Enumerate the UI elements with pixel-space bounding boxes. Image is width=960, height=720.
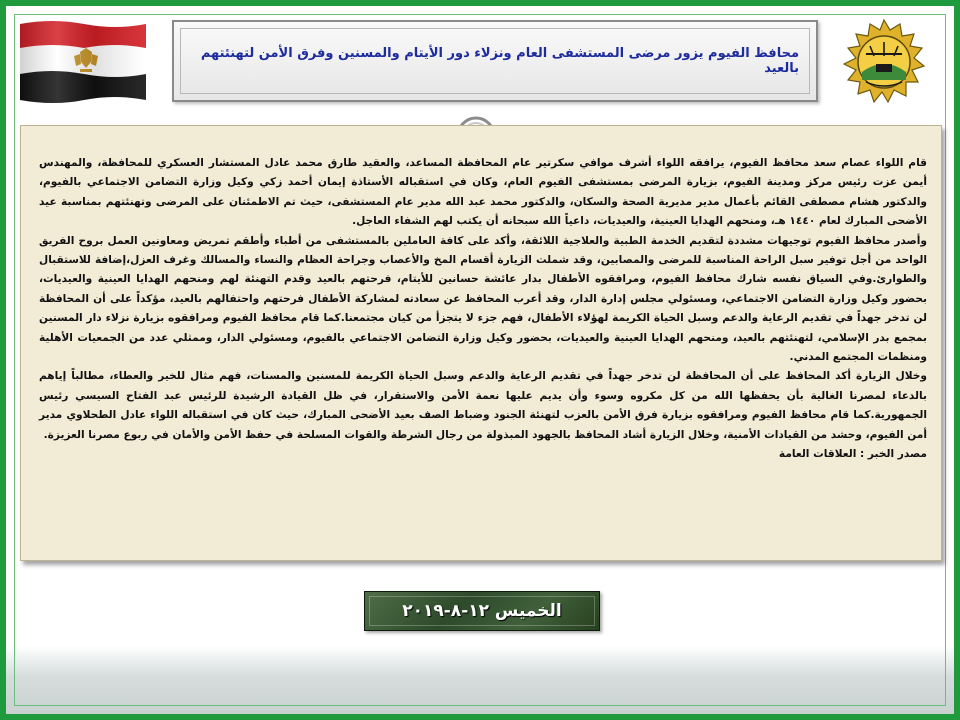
page-title: محافظ الفيوم يزور مرضى المستشفى العام ونزلاء دور الأيتام والمسنين وفرق الأمن لتهنئتهم بالعيد <box>200 46 799 76</box>
fayoum-governorate-logo-icon <box>836 16 932 108</box>
article-body <box>39 154 927 465</box>
article-paragraph: وأصدر محافظ الفيوم توجيهات مشددة لتقديم الخدمة الطبية والعلاجية اللائقة، وأكد على كافة العاملين بالمستشفى من أطباء وأطقم تمريض ومعاونين العمل بروح الفريق الواحد من أجل توفير سبل الراحة المناسبة للمرضى والمصابين، وقد شملت الزيارة أقسام المخ والأعصاب وجراحة العظام والنساء والمسالك وغرف العزل،إضافة للاستقبال والطوارئ.وفي السياق نفسه شارك محافظ الفيوم، ومرافقوه الأطفال بدار عائشة حسانين للأيتام، فرحتهم بالعيد وقدم التهنئة لهم ومنحهم الهدايا العينية والعيديات، بحضور وكيل وزارة التضامن الاجتماعي، ومسئولي مجلس إدارة الدار، وقد أعرب المحافظ عن سعادته لمشاركة الأطفال فرحتهم واحتفالهم بالعيد، مؤكداً على أن المحافظة لن تدخر جهداً في تقديم الرعاية والدعم وسبل الحياة الكريمة لهؤلاء الأطفال، فهم جزء لا يتجزأ من كيان مجتمعنا.كما قام محافظ الفيوم ومرافقوه بزيارة نزلاء دار المسنين بمجمع بدر الإسلامي، لتهنئتهم بالعيد، ومنحهم الهدايا العينية والعيديات، بحضور وكيل وزارة التضامن الاجتماعي بالفيوم، ومسئولي الدار، وممثلي عدد من الجمعيات الأهلية ومنظمات المجتمع المدني. <box>39 234 927 364</box>
publish-date: الخميس ١٢-٨-٢٠١٩ <box>402 601 562 621</box>
article-paragraph: وخلال الزيارة أكد المحافظ على أن المحافظة لن تدخر جهداً في تقديم الرعاية والدعم وسبل الحياة الكريمة للمسنين والمسنات، فهم مثال للخير والعطاء، مطالباً إياهم بالدعاء لمصرنا الغالية بأن يحفظها الله من كل مكروه وسوء وأن يديم عليها نعمة الأمن والاستقرار، في ظل القيادة الرشيدة للرئيس عبد الفتاح السيسي رئيس الجمهورية.كما قام محافظ الفيوم ومرافقوه بزيارة فرق الأمن بالعزب لتهنئة الجنود وضباط الصف بعيد الأضحى المبارك، حيث كان في استقباله اللواء عادل الطحلاوي مدير أمن الفيوم، وحشد من القيادات الأمنية، وخلال الزيارة أشاد المحافظ بالجهود المبذولة من رجال الشرطة والقوات المسلحة في حفظ الأمن والأمان في ربوع مصرنا العزيزة. <box>39 370 927 441</box>
article-card <box>20 125 942 561</box>
article-paragraph: قام اللواء عصام سعد محافظ الفيوم، يرافقه اللواء أشرف موافي سكرتير عام المحافظة المساعد، والعقيد طارق محمد عادل المستشار العسكري للمحافظة، والمهندس أيمن عزت رئيس مركز ومدينة الفيوم، بزيارة المرضى بمستشفى الفيوم العام، وكان في استقباله الأستاذة إيمان أحمد زكي وكيل وزارة التضامن الاجتماعي بالفيوم، والدكتور هشام مصطفى القائم بأعمال مدير مديرية الصحة والسكان، والدكتور محمد عبد الله مدير عام المستشفى، حيث تم الاطمئنان على المرضى وتهنئتهم بمناسبة عيد الأضحى المبارك لعام ١٤٤٠ هـ، ومنحهم الهدايا العينية، والعيديات، داعياً الله سبحانه أن يكتب لهم الشفاء العاجل. <box>39 157 927 228</box>
title-box <box>172 20 818 102</box>
date-banner <box>364 591 600 631</box>
egypt-flag-icon <box>18 18 148 104</box>
news-source: مصدر الخبر : العلاقات العامة <box>778 448 927 461</box>
title-inner <box>180 28 810 94</box>
